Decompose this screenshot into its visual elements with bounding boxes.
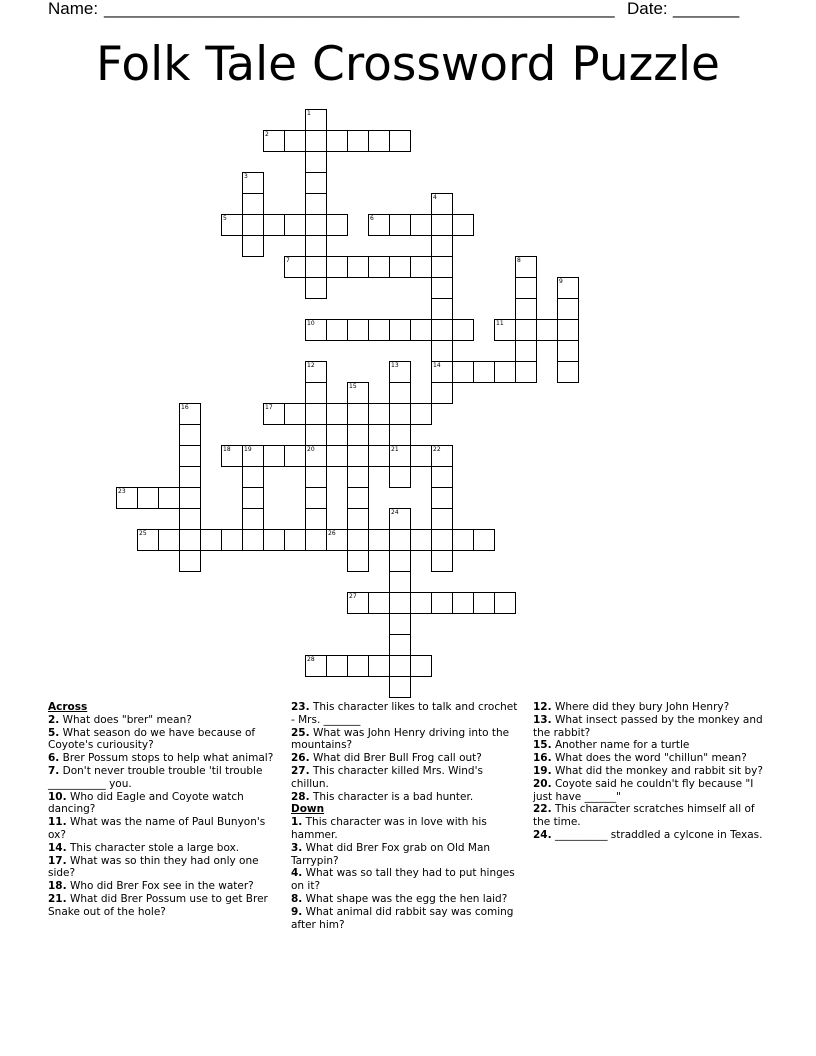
clue-text: This character stole a large box. xyxy=(69,841,240,854)
grid-cell[interactable] xyxy=(515,277,537,299)
grid-cell[interactable] xyxy=(305,214,327,236)
clue-number: 18 xyxy=(223,446,231,453)
clue-number-label: 10. xyxy=(48,790,67,803)
grid-cell[interactable] xyxy=(326,445,348,467)
clue-number-label: 9. xyxy=(291,905,303,918)
grid-cell[interactable] xyxy=(389,550,411,572)
clue-item xyxy=(48,791,280,817)
grid-cell[interactable] xyxy=(431,319,453,341)
grid-cell[interactable] xyxy=(305,151,327,173)
grid-cell[interactable] xyxy=(410,256,432,278)
grid-cell[interactable] xyxy=(137,487,159,509)
clue-item xyxy=(291,867,523,893)
clue-number: 22 xyxy=(433,446,441,453)
clue-number: 20 xyxy=(307,446,315,453)
grid-cell[interactable] xyxy=(179,466,201,488)
grid-cell[interactable] xyxy=(431,382,453,404)
grid-cell[interactable] xyxy=(347,424,369,446)
clue-text: What did Brer Possum use to get Brer Snake out of the hole? xyxy=(48,892,268,918)
clue-text: What was John Henry driving into the mountains? xyxy=(291,726,510,752)
clue-number-label: 23. xyxy=(291,701,310,713)
grid-cell[interactable] xyxy=(557,298,579,320)
clue-text: Coyote said he couldn't fly because "I just have ______" xyxy=(533,777,754,803)
grid-cell[interactable] xyxy=(242,466,264,488)
grid-cell[interactable] xyxy=(326,655,348,677)
clue-number: 28 xyxy=(307,656,315,663)
grid-cell[interactable] xyxy=(263,214,285,236)
clue-item xyxy=(48,893,280,919)
clues-column-1 xyxy=(48,701,280,919)
grid-cell[interactable] xyxy=(179,550,201,572)
grid-cell[interactable] xyxy=(284,130,306,152)
grid-cell[interactable] xyxy=(326,130,348,152)
grid-cell[interactable] xyxy=(389,613,411,635)
clue-number-label: 4. xyxy=(291,867,303,880)
clue-item xyxy=(291,893,523,906)
clue-item xyxy=(291,765,523,791)
grid-cell[interactable] xyxy=(179,487,201,509)
grid-cell[interactable] xyxy=(305,382,327,404)
clue-number-label: 7. xyxy=(48,764,60,777)
page-title: Folk Tale Crossword Puzzle xyxy=(96,37,720,92)
grid-cell[interactable] xyxy=(305,529,327,551)
clue-number: 13 xyxy=(391,362,399,369)
clue-number: 19 xyxy=(244,446,252,453)
grid-cell[interactable] xyxy=(284,403,306,425)
grid-cell[interactable] xyxy=(368,655,390,677)
clues-column-3 xyxy=(533,701,765,842)
grid-cell[interactable] xyxy=(368,130,390,152)
grid-cell[interactable] xyxy=(410,445,432,467)
grid-cell[interactable] xyxy=(200,529,222,551)
clue-item xyxy=(291,842,523,868)
clue-text: What was so thin they had only one side? xyxy=(48,854,259,880)
clue-number-label: 11. xyxy=(48,816,67,829)
clue-text: What was so tall they had to put hinges on it? xyxy=(291,867,515,893)
grid-cell[interactable] xyxy=(284,445,306,467)
grid-cell[interactable] xyxy=(452,319,474,341)
clue-number-label: 12. xyxy=(533,701,552,713)
grid-cell[interactable] xyxy=(410,529,432,551)
clue-number-label: 1. xyxy=(291,816,303,829)
grid-cell[interactable] xyxy=(473,529,495,551)
grid-cell[interactable] xyxy=(347,319,369,341)
grid-cell[interactable] xyxy=(431,550,453,572)
clue-number-label: 17. xyxy=(48,854,67,867)
clue-text: What season do we have because of Coyote's curiousity? xyxy=(48,726,256,752)
clue-text: __________ straddled a cylcone in Texas. xyxy=(554,828,763,841)
grid-cell[interactable] xyxy=(305,172,327,194)
grid-cell[interactable] xyxy=(389,424,411,446)
clue-item xyxy=(291,727,523,753)
clue-text: What did Brer Fox grab on Old Man Tarrypin? xyxy=(291,841,491,867)
name-blank[interactable]: ______________________________________________________ xyxy=(104,0,615,18)
grid-cell[interactable] xyxy=(347,550,369,572)
clue-item xyxy=(533,752,765,765)
grid-cell[interactable] xyxy=(347,256,369,278)
grid-cell[interactable] xyxy=(389,382,411,404)
clue-text: What animal did rabbit say was coming after him? xyxy=(291,905,514,931)
grid-cell[interactable] xyxy=(431,214,453,236)
grid-cell[interactable] xyxy=(452,214,474,236)
clue-item xyxy=(533,765,765,778)
grid-cell[interactable] xyxy=(305,424,327,446)
grid-cell[interactable] xyxy=(242,529,264,551)
clue-text: What does the word "chillun" mean? xyxy=(554,752,747,765)
grid-cell[interactable] xyxy=(389,403,411,425)
grid-cell[interactable] xyxy=(368,592,390,614)
grid-cell[interactable] xyxy=(410,655,432,677)
grid-cell[interactable] xyxy=(221,529,243,551)
clue-item xyxy=(48,880,280,893)
grid-cell[interactable] xyxy=(305,508,327,530)
grid-cell[interactable] xyxy=(305,256,327,278)
grid-cell[interactable] xyxy=(368,529,390,551)
grid-cell[interactable] xyxy=(389,130,411,152)
grid-cell[interactable] xyxy=(242,193,264,215)
clue-number: 23 xyxy=(118,488,126,495)
date-blank[interactable]: _______ xyxy=(673,0,740,18)
grid-cell[interactable] xyxy=(431,256,453,278)
clue-number: 5 xyxy=(223,215,227,222)
clue-number-label: 13. xyxy=(533,713,552,726)
clue-number: 11 xyxy=(496,320,504,327)
grid-cell[interactable] xyxy=(179,445,201,467)
grid-cell[interactable] xyxy=(347,445,369,467)
clue-number: 14 xyxy=(433,362,441,369)
grid-cell[interactable] xyxy=(410,214,432,236)
clue-text: What shape was the egg the hen laid? xyxy=(305,892,508,905)
grid-cell[interactable] xyxy=(179,508,201,530)
clue-number: 15 xyxy=(349,383,357,390)
grid-cell[interactable] xyxy=(284,214,306,236)
clue-number: 17 xyxy=(265,404,273,411)
grid-cell[interactable] xyxy=(515,298,537,320)
clue-text: Brer Possum stops to help what animal? xyxy=(62,752,274,765)
clue-number-label: 19. xyxy=(533,764,552,777)
grid-cell[interactable] xyxy=(242,487,264,509)
grid-cell[interactable] xyxy=(242,235,264,257)
clue-item xyxy=(291,752,523,765)
grid-cell[interactable] xyxy=(431,277,453,299)
grid-cell[interactable] xyxy=(452,592,474,614)
grid-cell[interactable] xyxy=(284,529,306,551)
clue-item xyxy=(48,816,280,842)
grid-cell[interactable] xyxy=(326,214,348,236)
grid-cell[interactable] xyxy=(179,529,201,551)
grid-cell[interactable] xyxy=(368,319,390,341)
section-heading: Across xyxy=(48,701,88,713)
clue-number-label: 14. xyxy=(48,841,67,854)
clue-item xyxy=(48,765,280,791)
grid-cell[interactable] xyxy=(473,361,495,383)
clue-number-label: 2. xyxy=(48,713,60,726)
clue-item xyxy=(533,803,765,829)
grid-cell[interactable] xyxy=(410,403,432,425)
grid-cell[interactable] xyxy=(305,487,327,509)
grid-cell[interactable] xyxy=(347,529,369,551)
grid-cell[interactable] xyxy=(305,403,327,425)
grid-cell[interactable] xyxy=(431,508,453,530)
grid-cell[interactable] xyxy=(389,571,411,593)
clue-number: 24 xyxy=(391,509,399,516)
clue-number-label: 21. xyxy=(48,892,67,905)
grid-cell[interactable] xyxy=(389,214,411,236)
grid-cell[interactable] xyxy=(389,466,411,488)
grid-cell[interactable] xyxy=(347,655,369,677)
clue-number-label: 25. xyxy=(291,726,310,739)
grid-cell[interactable] xyxy=(557,319,579,341)
clue-text: This character scratches himself all of the time. xyxy=(533,803,755,829)
clue-text: Who did Brer Fox see in the water? xyxy=(69,880,254,893)
grid-cell[interactable] xyxy=(389,655,411,677)
clue-item xyxy=(533,714,765,740)
section-heading: Down xyxy=(291,803,325,816)
clue-item xyxy=(48,727,280,753)
clue-number: 2 xyxy=(265,131,269,138)
grid-cell[interactable] xyxy=(494,592,516,614)
grid-cell[interactable] xyxy=(326,319,348,341)
clue-number: 9 xyxy=(559,278,563,285)
clue-item xyxy=(533,739,765,752)
grid-cell[interactable] xyxy=(179,424,201,446)
grid-cell[interactable] xyxy=(431,235,453,257)
grid-cell[interactable] xyxy=(347,130,369,152)
clue-number-label: 24. xyxy=(533,828,552,841)
grid-cell[interactable] xyxy=(347,466,369,488)
grid-cell[interactable] xyxy=(515,361,537,383)
clue-item xyxy=(533,829,765,842)
clue-text: What insect passed by the monkey and the rabbit? xyxy=(533,713,763,739)
clue-item xyxy=(291,701,523,727)
clue-item xyxy=(533,701,765,714)
clue-text: What did the monkey and rabbit sit by? xyxy=(554,764,763,777)
clue-text: This character was in love with his hammer. xyxy=(291,816,487,841)
clue-number: 6 xyxy=(370,215,374,222)
grid-cell[interactable] xyxy=(473,592,495,614)
clue-item xyxy=(291,791,523,804)
clue-number-label: 15. xyxy=(533,739,552,752)
date-label: Date: xyxy=(627,0,668,18)
grid-cell[interactable] xyxy=(389,256,411,278)
clue-number: 27 xyxy=(349,593,357,600)
clue-item xyxy=(291,906,523,932)
clue-number: 3 xyxy=(244,173,248,180)
clue-text: This character likes to talk and crochet - Mrs. _______ xyxy=(291,701,518,726)
grid-cell[interactable] xyxy=(326,256,348,278)
clue-item xyxy=(48,855,280,881)
grid-cell[interactable] xyxy=(389,676,411,698)
clue-number-label: 26. xyxy=(291,752,310,765)
clue-number-label: 20. xyxy=(533,777,552,790)
grid-cell[interactable] xyxy=(242,214,264,236)
clue-number: 10 xyxy=(307,320,315,327)
grid-cell[interactable] xyxy=(368,256,390,278)
clue-number-label: 28. xyxy=(291,790,310,803)
grid-cell[interactable] xyxy=(368,445,390,467)
clue-text: This character is a bad hunter. xyxy=(312,790,474,803)
grid-cell[interactable] xyxy=(431,592,453,614)
grid-cell[interactable] xyxy=(347,508,369,530)
grid-cell[interactable] xyxy=(389,319,411,341)
clue-number-label: 5. xyxy=(48,726,60,739)
clue-number: 26 xyxy=(328,530,336,537)
grid-cell[interactable] xyxy=(158,487,180,509)
grid-cell[interactable] xyxy=(431,298,453,320)
clue-item xyxy=(291,816,523,842)
grid-cell[interactable] xyxy=(494,361,516,383)
grid-cell[interactable] xyxy=(410,319,432,341)
clues-column-2 xyxy=(291,701,523,931)
clue-text: What did Brer Bull Frog call out? xyxy=(312,752,482,765)
clue-text: This character killed Mrs. Wind's chillun. xyxy=(291,764,483,790)
clue-number: 4 xyxy=(433,194,437,201)
grid-cell[interactable] xyxy=(452,529,474,551)
grid-cell[interactable] xyxy=(431,340,453,362)
grid-cell[interactable] xyxy=(515,340,537,362)
grid-cell[interactable] xyxy=(389,529,411,551)
grid-cell[interactable] xyxy=(452,361,474,383)
clue-number: 12 xyxy=(307,362,315,369)
grid-cell[interactable] xyxy=(557,361,579,383)
grid-cell[interactable] xyxy=(326,403,348,425)
clue-item xyxy=(48,842,280,855)
clue-number: 25 xyxy=(139,530,147,537)
grid-cell[interactable] xyxy=(263,529,285,551)
clue-number-label: 18. xyxy=(48,880,67,893)
grid-cell[interactable] xyxy=(305,193,327,215)
clue-text: Where did they bury John Henry? xyxy=(554,701,730,713)
grid-cell[interactable] xyxy=(242,508,264,530)
grid-cell[interactable] xyxy=(431,529,453,551)
grid-cell[interactable] xyxy=(305,130,327,152)
grid-cell[interactable] xyxy=(158,529,180,551)
grid-cell[interactable] xyxy=(389,592,411,614)
clue-number: 1 xyxy=(307,110,311,117)
grid-cell[interactable] xyxy=(263,445,285,467)
clue-number-label: 6. xyxy=(48,752,60,765)
clue-text: What was the name of Paul Bunyon's ox? xyxy=(48,816,266,841)
clue-number-label: 27. xyxy=(291,764,310,777)
grid-cell[interactable] xyxy=(557,340,579,362)
clue-number: 21 xyxy=(391,446,399,453)
grid-cell[interactable] xyxy=(347,403,369,425)
grid-cell[interactable] xyxy=(515,319,537,341)
grid-cell[interactable] xyxy=(305,277,327,299)
clue-text: What does "brer" mean? xyxy=(62,713,192,726)
grid-cell[interactable] xyxy=(305,235,327,257)
grid-cell[interactable] xyxy=(389,634,411,656)
clue-item xyxy=(48,714,280,727)
clue-item xyxy=(48,752,280,765)
grid-cell[interactable] xyxy=(431,466,453,488)
grid-cell[interactable] xyxy=(410,592,432,614)
clue-text: Don't never trouble trouble 'til trouble ___________ you. xyxy=(48,764,263,790)
clue-number: 16 xyxy=(181,404,189,411)
name-label: Name: xyxy=(48,0,99,18)
grid-cell[interactable] xyxy=(305,466,327,488)
clue-number: 7 xyxy=(286,257,290,264)
grid-cell[interactable] xyxy=(431,487,453,509)
clue-number-label: 8. xyxy=(291,892,303,905)
clue-number-label: 22. xyxy=(533,803,552,816)
clue-number-label: 16. xyxy=(533,752,552,765)
clue-text: Who did Eagle and Coyote watch dancing? xyxy=(48,790,244,816)
grid-cell[interactable] xyxy=(368,403,390,425)
clue-number: 8 xyxy=(517,257,521,264)
clue-text: Another name for a turtle xyxy=(554,739,690,752)
grid-cell[interactable] xyxy=(536,319,558,341)
clue-number-label: 3. xyxy=(291,841,303,854)
clue-item xyxy=(533,778,765,804)
grid-cell[interactable] xyxy=(347,487,369,509)
